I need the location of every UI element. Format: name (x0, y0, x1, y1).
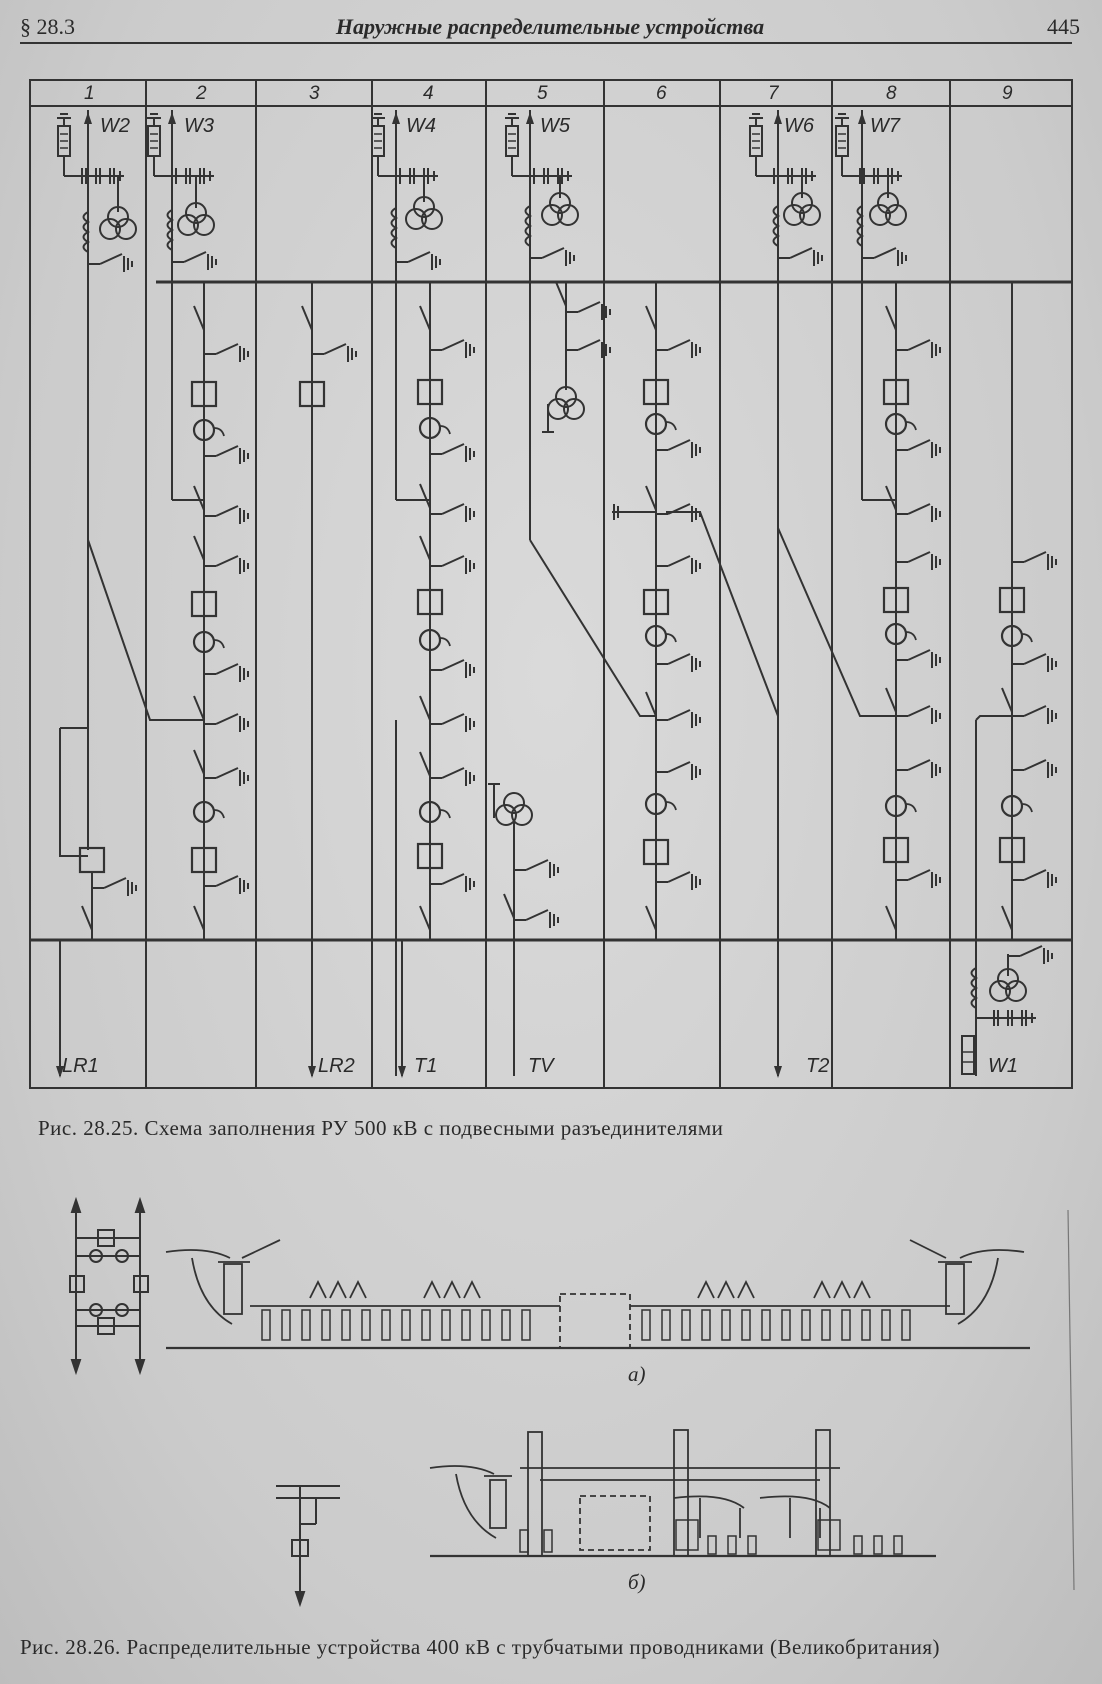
line-entry-w6 (749, 110, 822, 1078)
bay-col3 (300, 306, 356, 406)
schematic-28-26b (276, 1486, 340, 1604)
column-number: 4 (423, 83, 434, 104)
line-label: LR1 (62, 1055, 99, 1077)
figure-caption-28-26: Рис. 28.26. Распределительные устройства 400 кВ с трубчатыми проводниками (Великобритания) (20, 1635, 940, 1659)
line-label: W1 (988, 1055, 1018, 1077)
elevation-28-26b (430, 1430, 936, 1556)
bay-col2 (192, 306, 248, 930)
bay-col5-vt (542, 282, 610, 432)
line-label: LR2 (318, 1055, 355, 1077)
running-title: Наружные распределительные устройства (335, 14, 765, 39)
line-label: W2 (100, 115, 130, 137)
line-entry-w2 (57, 110, 136, 720)
bay-col1-lower (56, 720, 136, 1078)
column-number: 5 (537, 83, 548, 104)
column-number: 1 (84, 83, 95, 104)
line-label: W3 (184, 115, 214, 137)
column-number: 2 (196, 83, 207, 104)
figure-caption-28-25: Рис. 28.25. Схема заполнения РУ 500 кВ с подвесными разъединителями (38, 1116, 724, 1140)
bay-col4 (418, 306, 474, 930)
column-number: 7 (768, 83, 779, 104)
column-number: 9 (1002, 83, 1013, 104)
line-label: W7 (870, 115, 900, 137)
line-label: W4 (406, 115, 436, 137)
subfigure-label-a: а) (628, 1362, 646, 1386)
bay-col9 (1000, 552, 1056, 930)
line-entry-w5 (505, 110, 578, 540)
subfigure-label-b: б) (628, 1570, 646, 1594)
line-label: TV (528, 1055, 554, 1077)
schematic-28-26a (70, 1200, 148, 1372)
elevation-28-26a (166, 1210, 1074, 1590)
column-number: 3 (309, 83, 320, 104)
line-entry-w3 (147, 110, 216, 500)
line-label: T1 (414, 1055, 438, 1077)
line-entry-w4 (371, 110, 442, 500)
line-label: W5 (540, 115, 570, 137)
column-number: 6 (656, 83, 667, 104)
tv-bay (396, 720, 558, 1078)
line-label: W6 (784, 115, 814, 137)
bay-col8 (884, 306, 940, 930)
section-number: § 28.3 (20, 14, 75, 39)
line-label: T2 (806, 1055, 830, 1077)
column-number: 8 (886, 83, 897, 104)
page-number: 445 (1047, 14, 1080, 39)
